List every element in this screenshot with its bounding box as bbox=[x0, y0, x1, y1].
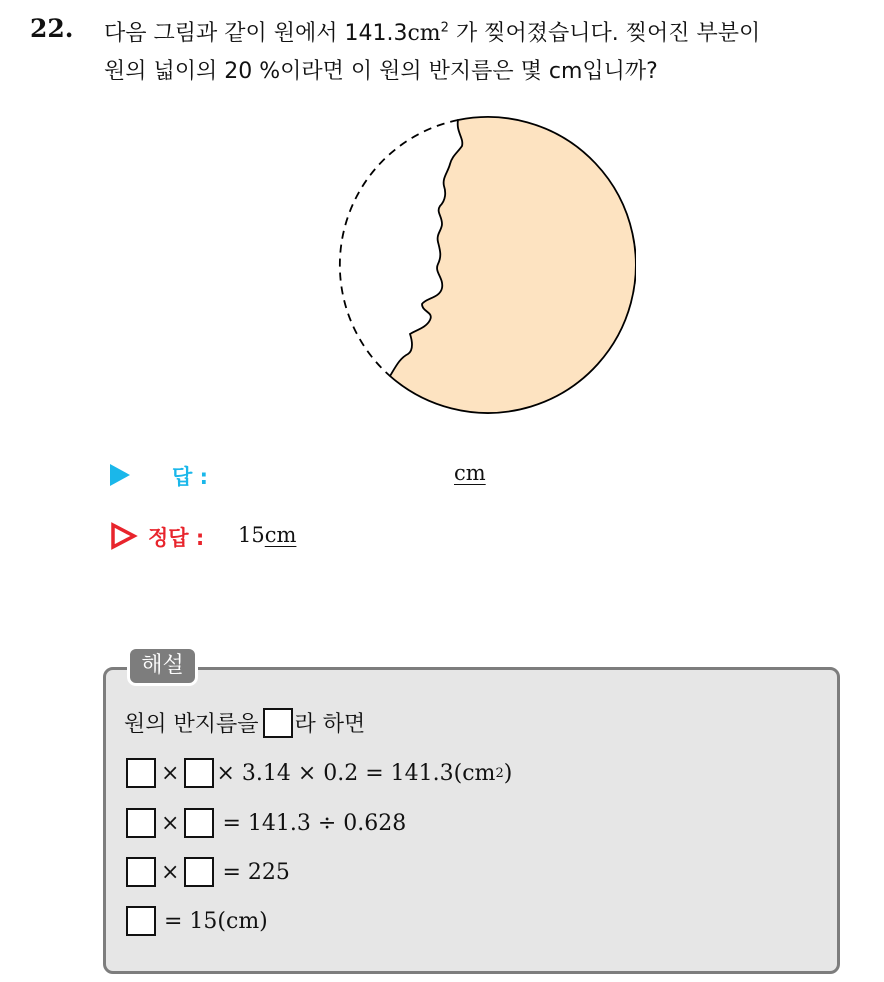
solution-line-4-expression: = 225 bbox=[222, 859, 290, 885]
torn-circle-shape bbox=[390, 117, 636, 413]
correct-answer-row bbox=[110, 520, 530, 554]
question-line-1-text: 다음 그림과 같이 원에서 141.3 bbox=[104, 21, 408, 46]
blank-box bbox=[263, 708, 293, 738]
blank-box bbox=[184, 808, 214, 838]
solution-line-5 bbox=[124, 906, 268, 936]
blank-box bbox=[126, 857, 156, 887]
solution-line-1 bbox=[124, 707, 365, 738]
question-line-1-rest: 가 찢어졌습니다. 찢어진 부분이 bbox=[448, 21, 761, 46]
filled-triangle-icon bbox=[110, 464, 130, 486]
blank-box bbox=[184, 758, 214, 788]
correct-answer-value bbox=[238, 523, 296, 547]
correct-answer-label: 정답 : bbox=[148, 526, 205, 550]
solution-line-3 bbox=[124, 808, 406, 838]
blank-box bbox=[126, 906, 156, 936]
question-line-2: 원의 넓이의 20 %이라면 이 원의 반지름은 몇 cm입니까? bbox=[104, 59, 658, 84]
correct-answer-unit: cm bbox=[264, 523, 297, 547]
solution-line-4 bbox=[124, 857, 290, 887]
question-line-1 bbox=[104, 16, 760, 47]
question-unit-exponent: 2 bbox=[440, 20, 449, 36]
solution-line-1-text: 원의 반지름을 bbox=[124, 712, 259, 737]
solution-tab-label: 해설 bbox=[127, 646, 198, 686]
torn-circle-figure bbox=[330, 114, 636, 414]
solution-line-5-expression: = 15(cm) bbox=[164, 908, 268, 934]
blank-box bbox=[184, 857, 214, 887]
blank-box bbox=[126, 808, 156, 838]
correct-answer-number: 15 bbox=[238, 523, 265, 547]
times-sign: × bbox=[161, 859, 180, 885]
answer-row bbox=[110, 460, 530, 492]
solution-line-2-expression: × 3.14 × 0.2 = 141.3(cm bbox=[216, 760, 496, 786]
times-sign: × bbox=[161, 760, 180, 786]
blank-box bbox=[126, 758, 156, 788]
solution-line-1-after: 라 하면 bbox=[294, 712, 366, 737]
solution-line-3-expression: = 141.3 ÷ 0.628 bbox=[222, 810, 407, 836]
question-unit: cm bbox=[407, 21, 441, 46]
answer-label: 답 : bbox=[172, 465, 208, 489]
solution-line-2 bbox=[124, 758, 512, 788]
question-number: 22. bbox=[30, 14, 74, 43]
answer-unit: cm bbox=[454, 461, 486, 485]
solution-line-2-exponent: 2 bbox=[495, 765, 504, 781]
outline-triangle-icon bbox=[110, 522, 138, 550]
times-sign: × bbox=[161, 810, 180, 836]
solution-line-2-close: ) bbox=[503, 760, 513, 786]
